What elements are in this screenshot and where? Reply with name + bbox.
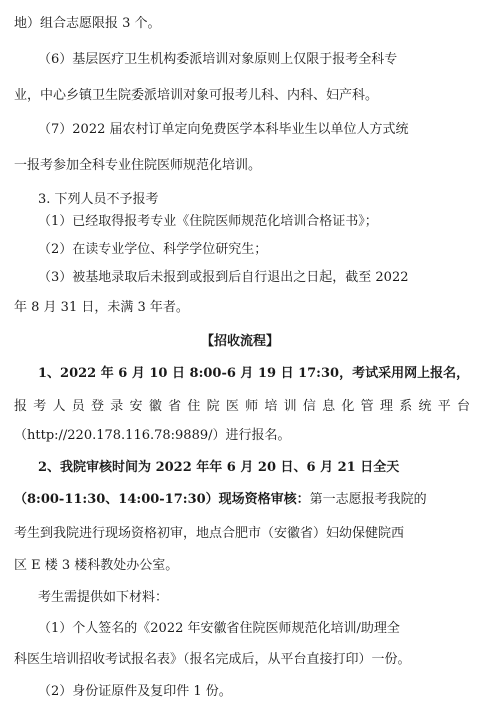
text-line: （2）身份证原件及复印件 1 份。 (38, 684, 232, 699)
text-run: 第一志愿报考我院的 (309, 492, 427, 507)
text-line: （7）2022 届农村订单定向免费医学本科毕业生以单位人方式统 (38, 122, 409, 137)
text-line: 考生需提供如下材料： (38, 590, 169, 605)
text-line: （http://220.178.116.78:9889/）进行报名。 (14, 428, 291, 443)
text-line: 一报考参加全科专业住院医师规范化培训。 (14, 158, 262, 173)
text-line: 地）组合志愿限报 3 个。 (14, 16, 161, 31)
text-line: 区 E 楼 3 楼科教处办公室。 (14, 558, 179, 573)
text-line (0, 492, 480, 508)
text-line: 2、我院审核时间为 2022 年年 6 月 20 日、6 月 21 日全天 (38, 460, 400, 475)
text-line: 年 8 月 31 日，未满 3 年者。 (14, 300, 189, 315)
text-line: 考生到我院进行现场资格初审，地点合肥市（安徽省）妇幼保健院西 (14, 526, 405, 541)
text-line: （1）已经取得报考专业《住院医师规范化培训合格证书》； (38, 214, 378, 229)
text-line: （2）在读专业学位、科学学位研究生； (38, 242, 268, 257)
text-line: （6）基层医疗卫生机构委派培训对象原则上仅限于报考全科专 (38, 52, 398, 67)
text-bold-run: （8:00-11:30、14:00-17:30）现场资格审核： (14, 492, 310, 507)
text-line: 业，中心乡镇卫生院委派培训对象可报考儿科、内科、妇产科。 (14, 88, 379, 103)
text-line: 1、2022 年 6 月 10 日 8:00-6 月 19 日 17:30，考试采用网上报名， (38, 366, 470, 381)
text-line: （3）被基地录取后未报到或报到后自行退出之日起，截至 2022 (38, 270, 409, 285)
text-line: 科医生培训招收考试报名表》（报名完成后，从平台直接打印）一份。 (14, 652, 411, 667)
section-heading: 3. 下列人员不予报考 (38, 192, 159, 207)
text-line: （1）个人签名的《2022 年安徽省住院医师规范化培训/助理全 (38, 621, 400, 636)
text-line: 报考人员登录安徽省住院医师培训信息化管理系统平台 (14, 399, 470, 414)
section-title: 【招收流程】 (200, 334, 279, 349)
